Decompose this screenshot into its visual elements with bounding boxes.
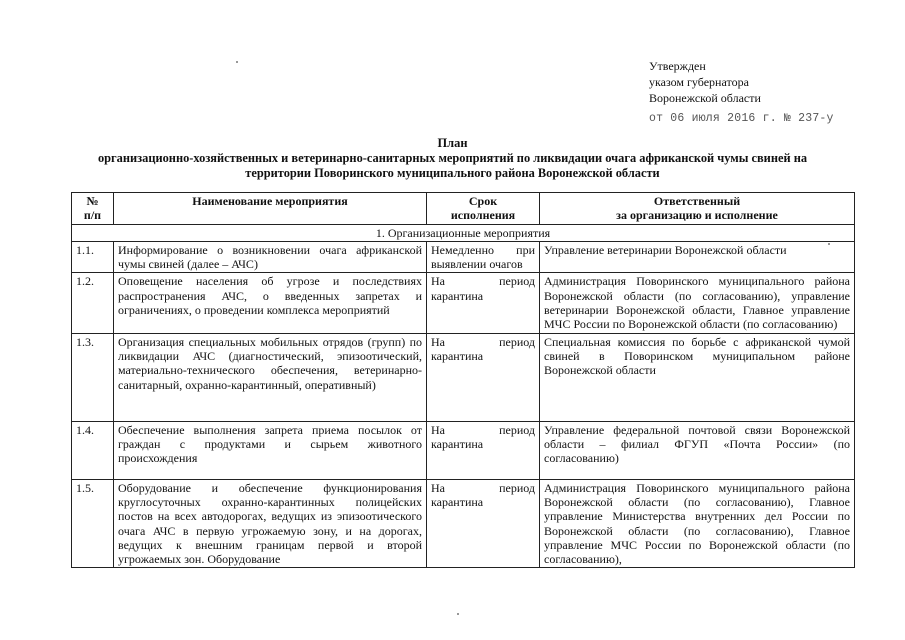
header-responsible (540, 193, 855, 225)
row-num: 1.2. (72, 273, 114, 333)
row-term: На период карантина (427, 333, 540, 421)
row-term: На период карантина (427, 479, 540, 568)
row-name: Организация специальных мобильных отрядов (групп) по ликвидации АЧС (диагностический, эпизоотический, материально-технического обеспечения, ветеринарно-санитарный, охранно-карантинный, оперативный) (114, 333, 427, 421)
title-heading: План (437, 136, 468, 150)
row-responsible: Управление федеральной почтовой связи Воронежской области – филиал ФГУП «Почта России» (по согласованию) (540, 421, 855, 479)
plan-table (71, 192, 855, 568)
table-row (72, 479, 855, 568)
row-num: 1.4. (72, 421, 114, 479)
table-row (72, 273, 855, 333)
approval-block (649, 58, 834, 127)
header-num (72, 193, 114, 225)
row-name: Оповещение населения об угрозе и последствиях распространения АЧС, о введенных запретах и ограничениях, о проведении комплекса мероприятий (114, 273, 427, 333)
row-num: 1.3. (72, 333, 114, 421)
section-title: 1. Организационные мероприятия (72, 224, 855, 241)
title-line: организационно-хозяйственных и ветеринарно-санитарных мероприятий по ликвидации очага африканской чумы свиней на (97, 151, 808, 165)
approval-line: Утвержден (649, 59, 706, 73)
row-num: 1.1. (72, 241, 114, 273)
header-text: за организацию и исполнение (616, 208, 778, 223)
header-term (427, 193, 540, 225)
row-term: На период карантина (427, 273, 540, 333)
title-line: территории Поворинского муниципального района Воронежской области (245, 166, 660, 180)
section-row (72, 224, 855, 241)
table-row (72, 421, 855, 479)
row-responsible: Управление ветеринарии Воронежской области (540, 241, 855, 273)
scan-speck (457, 613, 459, 615)
header-text: исполнения (450, 208, 516, 223)
approval-stamp: от 06 июля 2016 г. № 237-у (649, 112, 834, 125)
header-name: Наименование мероприятия (114, 193, 427, 225)
row-name: Информирование о возникновении очага африканской чумы свиней (далее – АЧС) (114, 241, 427, 273)
row-responsible: Администрация Поворинского муниципального района Воронежской области (по согласованию), Главное управление Министерства внутренних дел России по Воронежской области (по согласованию), Главное управление МЧС России по Воронежской области (по согласованию), (540, 479, 855, 568)
row-responsible: Администрация Поворинского муниципального района Воронежской области (по согласованию), управление ветеринарии Воронежской области, Главное управление МЧС России по Воронежской области (по согласованию) (540, 273, 855, 333)
header-text: п/п (83, 208, 102, 223)
document-title (60, 136, 845, 181)
approval-line: Воронежской области (649, 91, 761, 105)
header-text: Ответственный (653, 194, 741, 208)
row-name: Оборудование и обеспечение функционирования круглосуточных охранно-карантинных полицейских постов на всех автодорогах, ведущих из эпизоотического очага АЧС в первую угрожаемую зону, и на дорогах, ведущих к внешним границам первой и второй угрожаемых зон. Оборудование (114, 479, 427, 568)
table-header-row (72, 193, 855, 225)
scan-speck (236, 61, 238, 63)
table-row (72, 333, 855, 421)
header-text: № (86, 194, 99, 208)
row-responsible: Специальная комиссия по борьбе с африканской чумой свиней в Поворинском муниципальном районе Воронежской области (540, 333, 855, 421)
row-num: 1.5. (72, 479, 114, 568)
header-text: Срок (468, 194, 498, 208)
approval-line: указом губернатора (649, 75, 749, 89)
table-row (72, 241, 855, 273)
row-name: Обеспечение выполнения запрета приема посылок от граждан с продуктами и сырьем животного происхождения (114, 421, 427, 479)
row-term: На период карантина (427, 421, 540, 479)
row-term: Немедленно при выявлении очагов (427, 241, 540, 273)
